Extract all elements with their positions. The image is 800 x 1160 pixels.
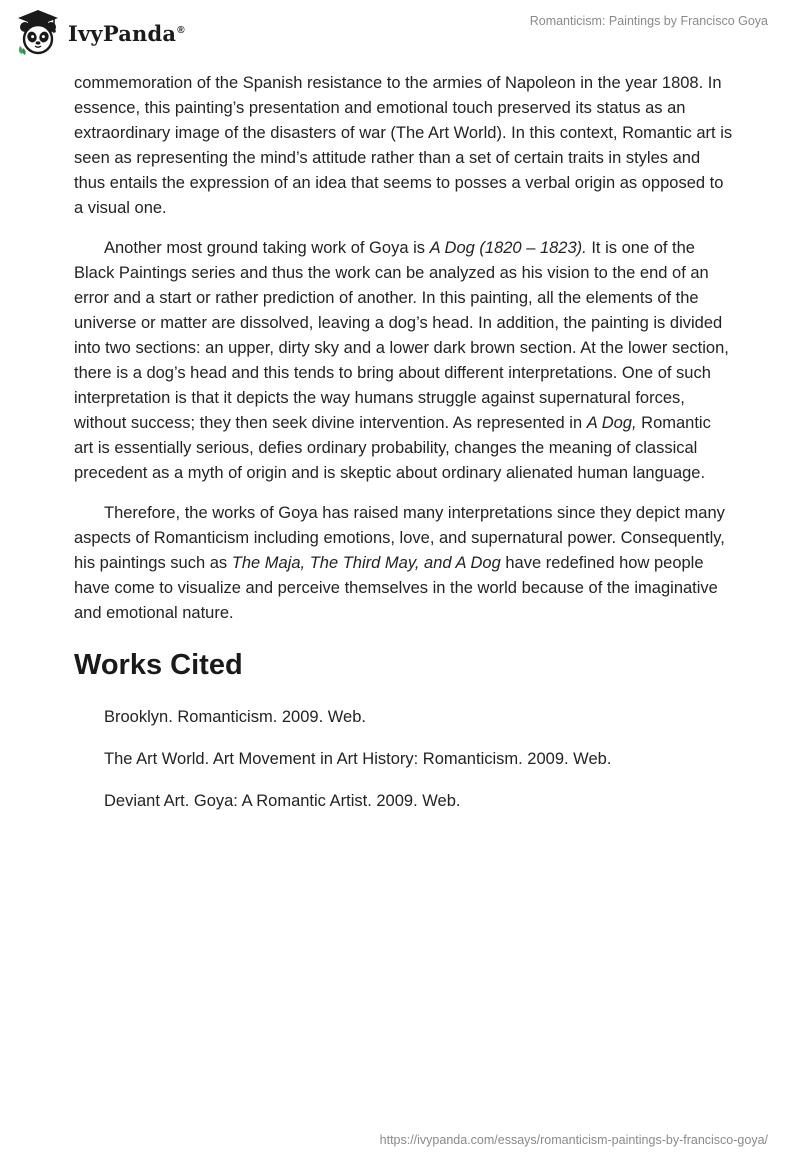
works-cited-heading: Works Cited	[74, 649, 243, 681]
body-paragraph-2	[74, 236, 734, 486]
citation-item: The Art World. Art Movement in Art History: Romanticism. 2009. Web.	[104, 750, 612, 768]
logo-name: IvyPanda	[68, 20, 177, 46]
citation-item: Deviant Art. Goya: A Romantic Artist. 2009. Web.	[104, 792, 461, 810]
text-run: Therefore, the works of Goya has raised many interpretations since they depict many aspects of Romanticism including emotions, love, and supernatural power. Consequently, his paintings such as	[74, 504, 725, 572]
text-run: have redefined how people have come to visualize and perceive themselves in the world because of the imaginative and emotional nature.	[74, 554, 718, 622]
works-cited-list	[74, 705, 734, 814]
registered-mark: ®	[177, 24, 185, 36]
body-paragraph-3	[74, 501, 734, 626]
italic-title-a-dog-short: A Dog,	[586, 414, 637, 432]
citation-item: Brooklyn. Romanticism. 2009. Web.	[104, 708, 366, 726]
source-url-link[interactable]: https://ivypanda.com/essays/romanticism-paintings-by-francisco-goya/	[379, 1133, 768, 1147]
body-paragraph-1: commemoration of the Spanish resistance to the armies of Napoleon in the year 1808. In essence, this painting’s presentation and emotional touch preserved its status as an extraordinary image of the disasters of war (The Art World). In this context, Romantic art is seen as representing the mind’s attitude rather than a set of certain traits in styles and thus entails the expression of an idea that seems to posses a verbal origin as opposed to a visual one.	[74, 74, 733, 217]
text-run: Romantic art is essentially serious, defies ordinary probability, changes the meaning of classical precedent as a myth of origin and is skeptic about ordinary alienated human language.	[74, 414, 711, 482]
document-title: Romanticism: Paintings by Francisco Goya	[529, 14, 768, 28]
italic-painting-titles: The Maja, The Third May, and A Dog	[231, 554, 501, 572]
logo-wordmark	[68, 21, 185, 46]
text-run: Another most ground taking work of Goya is	[104, 239, 430, 257]
ivypanda-logo[interactable]	[14, 8, 185, 56]
essay-body	[74, 71, 734, 831]
italic-title-a-dog: A Dog (1820 – 1823).	[429, 239, 587, 257]
page-header	[0, 0, 800, 64]
panda-graduate-icon	[14, 8, 62, 56]
text-run: It is one of the Black Paintings series and thus the work can be analyzed as his vision to the end of an error and a start or rather prediction of another. In this painting, all the elements of the universe or matter are dissolved, leaving a dog’s head. In addition, the painting is divided into two sections: an upper, dirty sky and a lower dark brown section. At the lower section, there is a dog’s head and this tends to bring about different interpretations. One of such interpretation is that it depicts the way humans struggle against supernatural forces, without success; they then seek divine intervention. As represented in	[74, 239, 729, 432]
